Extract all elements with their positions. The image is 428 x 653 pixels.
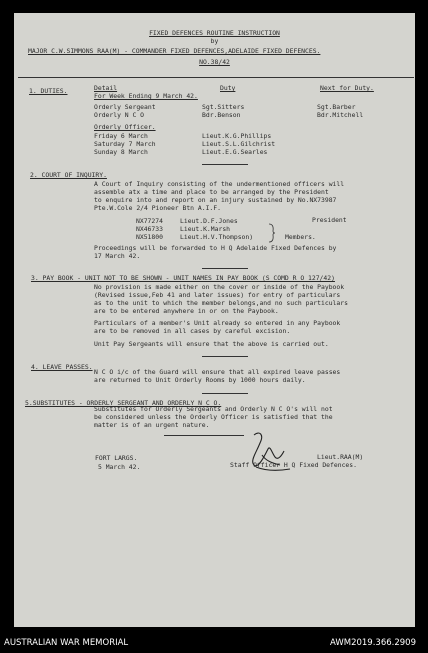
substitutes-line: matter is of an urgent nature. xyxy=(94,421,210,429)
duties-col-detail: Detail xyxy=(94,84,118,92)
duty-row-next: Bdr.Mitchell xyxy=(317,111,364,119)
archive-credit: AUSTRALIAN WAR MEMORIAL xyxy=(4,638,129,648)
court-line: to enquire into and report on an injury sustained by No.NX73987 xyxy=(94,196,337,204)
paybook-line: No provision is made either on the cover or inside of the Paybook xyxy=(94,283,345,291)
section-divider xyxy=(202,164,248,165)
duty-row-duty: Bdr.Benson xyxy=(202,111,241,119)
duty-row-duty: Sgt.Sitters xyxy=(202,103,245,111)
section-divider xyxy=(202,268,248,269)
issue-place: FORT LARGS. xyxy=(95,454,138,462)
court-members-label: Members. xyxy=(285,233,316,241)
document-sheet xyxy=(14,13,415,627)
court-president-label: President xyxy=(312,216,347,224)
section-divider xyxy=(202,393,248,394)
officer-day: Sunday 8 March xyxy=(94,148,148,156)
member-number: NX46733 xyxy=(136,225,163,233)
duties-col-next: Next for Duty. xyxy=(320,84,374,92)
issue-date: 5 March 42. xyxy=(98,463,141,471)
doc-by: by xyxy=(210,37,219,45)
section-divider xyxy=(164,435,244,436)
archive-id: AWM2019.366.2909 xyxy=(330,638,416,648)
header-rule xyxy=(18,77,414,78)
duties-col-duty: Duty xyxy=(220,84,236,92)
member-name: Lieut.D.F.Jones xyxy=(180,217,238,225)
member-number: NX51800 xyxy=(136,233,163,241)
member-name: Lieut.H.V.Thompson) xyxy=(180,233,254,241)
paybook-heading: 3. PAY BOOK - UNIT NOT TO BE SHOWN - UNIT NAMES IN PAY BOOK (S COMD R O 127/42) xyxy=(31,274,335,282)
substitutes-line: be considered unless the Orderly Officer is satisfied that the xyxy=(94,413,333,421)
duty-row-next: Sgt.Barber xyxy=(317,103,356,111)
court-line: assemble atx a time and place to be arranged by the President xyxy=(94,188,329,196)
officer-name: Lieut.K.G.Phillips xyxy=(202,132,272,140)
orderly-officer-heading: Orderly Officer. xyxy=(94,123,156,131)
duties-week: For Week Ending 9 March 42. xyxy=(94,92,198,100)
substitutes-line: Substitutes for Orderly Sergeants and Orderly N C O's will not xyxy=(94,405,333,413)
signatory-rank: Lieut.RAA(M) xyxy=(317,453,364,461)
court-line: Pte.W.Cole 2/4 Pioneer Btn A.I.F. xyxy=(94,204,221,212)
officer-day: Saturday 7 March xyxy=(94,140,156,148)
substitutes-heading: 5.SUBSTITUTES - ORDERLY SERGEANT AND ORDERLY N C O. xyxy=(25,399,222,407)
court-line: A Court of Inquiry consisting of the undermentioned officers will xyxy=(94,180,345,188)
leave-line: are returned to Unit Orderly Rooms by 1000 hours daily. xyxy=(94,376,306,384)
bracket-icon xyxy=(268,223,276,243)
paybook-line: are to be removed in all cases by careful excision. xyxy=(94,327,291,335)
officer-name: Lieut.S.L.Gilchrist xyxy=(202,140,276,148)
duties-heading: 1. DUTIES. xyxy=(29,87,68,95)
paybook-line: Unit Pay Sergeants will ensure that the above is carried out. xyxy=(94,340,329,348)
section-divider xyxy=(202,356,248,357)
duty-row-detail: Orderly N C O xyxy=(94,111,145,119)
leave-heading: 4. LEAVE PASSES. xyxy=(31,363,93,371)
officer-name: Lieut.E.G.Searles xyxy=(202,148,268,156)
signatory-role: Staff Officer H Q Fixed Defences. xyxy=(230,461,357,469)
doc-author: MAJOR C.W.SIMMONS RAA(M) - COMMANDER FIXED DEFENCES,ADELAIDE FIXED DEFENCES. xyxy=(28,47,321,55)
duty-row-detail: Orderly Sergeant xyxy=(94,103,156,111)
court-closing: Proceedings will be forwarded to H Q Adelaide Fixed Defences by xyxy=(94,244,337,252)
paybook-line: are to be entered anywhere in or on the Paybook. xyxy=(94,307,279,315)
officer-day: Friday 6 March xyxy=(94,132,148,140)
paybook-line: as to the unit to which the member belongs,and no such particulars xyxy=(94,299,348,307)
doc-title: FIXED DEFENCES ROUTINE INSTRUCTION xyxy=(149,29,280,37)
doc-number: NO.38/42 xyxy=(199,58,230,66)
paybook-line: (Revised issue,Feb 41 and later issues) for entry of particulars xyxy=(94,291,341,299)
member-number: NX77274 xyxy=(136,217,163,225)
member-name: Lieut.K.Marsh xyxy=(180,225,231,233)
leave-line: N C O i/c of the Guard will ensure that all expired leave passes xyxy=(94,368,341,376)
court-closing: 17 March 42. xyxy=(94,252,141,260)
paybook-line: Particulars of a member's Unit already so entered in any Paybook xyxy=(94,319,341,327)
court-heading: 2. COURT OF INQUIRY. xyxy=(30,171,107,179)
